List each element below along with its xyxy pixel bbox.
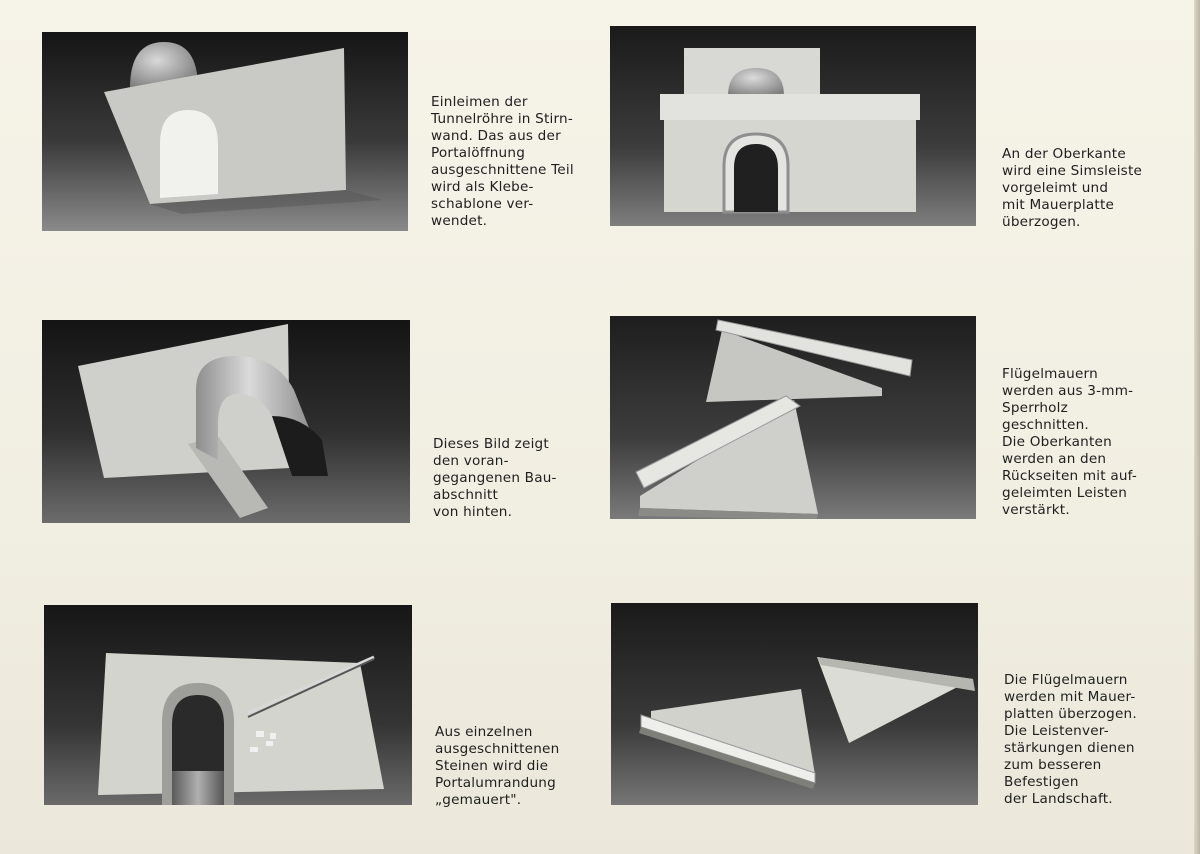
photo-wing-walls-covered: [611, 603, 978, 805]
photo-tunnel-tube-in-front-wall: [42, 32, 408, 231]
photo-portal-stones: [44, 605, 412, 805]
caption-6: Die Flügelmauern werden mit Mauer- platten überzogen. Die Leistenver- stärkungen dienen zum besseren Befestigen der Landschaft.: [1004, 672, 1137, 807]
photo-rear-view: [42, 320, 410, 523]
caption-3: Dieses Bild zeigt den voran- gegangenen Bau- abschnitt von hinten.: [433, 436, 557, 520]
page-edge: [1194, 0, 1200, 854]
photo-wing-walls-plywood: [610, 316, 976, 519]
caption-4: Flügelmauern werden aus 3-mm- Sperrholz geschnitten. Die Oberkanten werden an den Rückseiten mit auf- geleimten Leisten verstärkt.: [1002, 366, 1138, 518]
caption-1: Einleimen der Tunnelröhre in Stirn- wand. Das aus der Portalöffnung ausgeschnittene Teil wird als Klebe- schablone ver- wendet.: [431, 94, 574, 229]
photo-portal-with-cornice: [610, 26, 976, 226]
caption-5: Aus einzelnen ausgeschnittenen Steinen wird die Portalumrandung „gemauert".: [435, 724, 560, 808]
caption-2: An der Oberkante wird eine Simsleiste vorgeleimt und mit Mauerplatte überzogen.: [1002, 146, 1143, 230]
